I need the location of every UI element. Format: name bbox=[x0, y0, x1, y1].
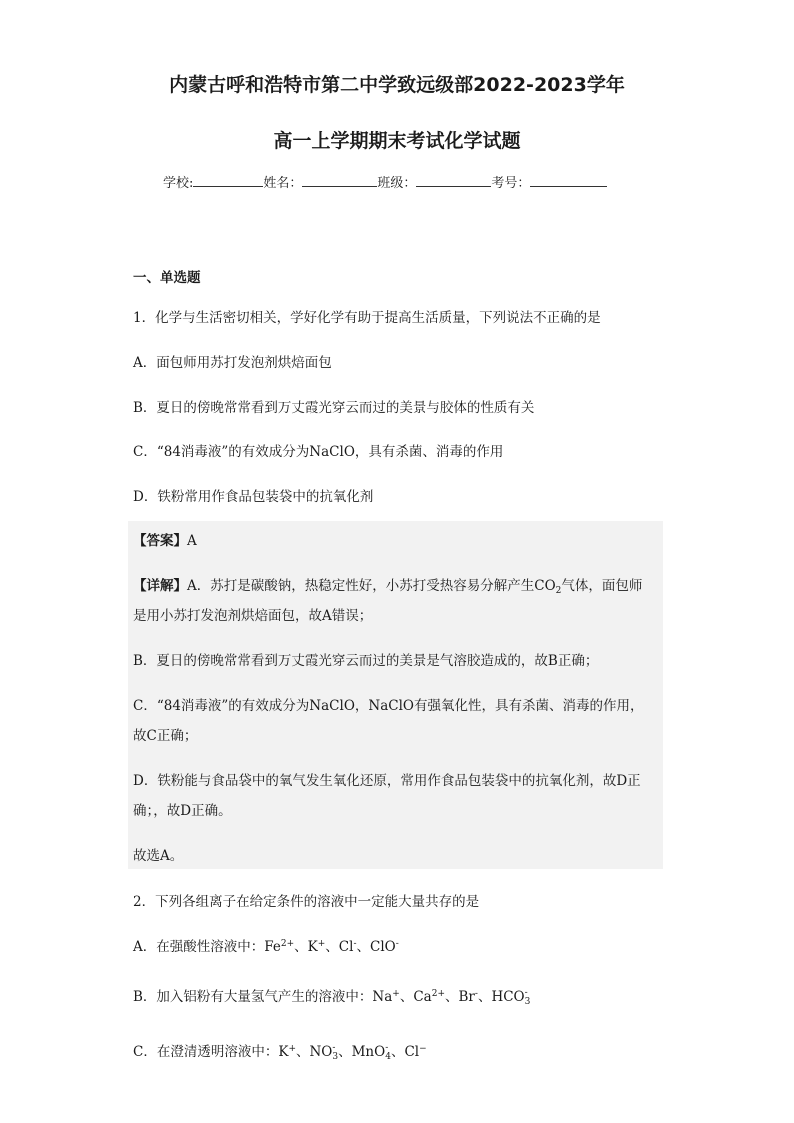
q2-stem: 2．下列各组离子在给定条件的溶液中一定能大量共存的是 bbox=[133, 894, 480, 910]
q1-detail-d-line1: D．铁粉能与食品袋中的氧气发生氧化还原，常用作食品包装袋中的抗氧化剂，故D正 bbox=[133, 773, 641, 789]
student-info-fields bbox=[163, 172, 607, 191]
ion-ca-charge: 2+ bbox=[431, 989, 446, 999]
ion-hco3-sub: 3 bbox=[524, 996, 531, 1007]
q1-conclusion: 故选A。 bbox=[133, 848, 184, 864]
q2-option-c bbox=[133, 1040, 427, 1062]
q2-option-b bbox=[133, 985, 530, 1007]
ion-cl-charge: - bbox=[353, 939, 357, 949]
q1-detail-a-line2: 是用小苏打发泡剂烘焙面包，故A错误； bbox=[133, 608, 373, 624]
ion-fe-charge: 2+ bbox=[280, 939, 295, 949]
ion-clo: ClO bbox=[370, 939, 396, 955]
ion-k-charge: + bbox=[288, 1044, 296, 1054]
sep: 、 bbox=[445, 989, 459, 1005]
q2-a-text: A．在强酸性溶液中： bbox=[133, 939, 265, 955]
q1-option-a: A．面包师用苏打发泡剂烘焙面包 bbox=[133, 355, 332, 371]
answer-value: A bbox=[187, 533, 197, 549]
school-label: 学校: bbox=[163, 176, 194, 191]
q1-detail-c-line1: C．“84消毒液”的有效成分为NaClO，NaClO有强氧化性，具有杀菌、消毒的作用， bbox=[133, 698, 644, 714]
sep: 、 bbox=[399, 989, 414, 1005]
sep: 、 bbox=[477, 989, 492, 1005]
ion-no3: NO bbox=[309, 1044, 333, 1060]
sep: 、 bbox=[356, 939, 370, 955]
ion-cl-charge: − bbox=[419, 1044, 427, 1054]
ion-cl: Cl bbox=[338, 939, 354, 955]
name-label: 姓名： bbox=[263, 176, 303, 191]
name-blank[interactable] bbox=[302, 172, 377, 187]
sep: 、 bbox=[325, 939, 339, 955]
sep: 、 bbox=[295, 1044, 310, 1060]
q1-detail-c-line2: 故C正确； bbox=[133, 728, 198, 744]
detail-a-text-end: 气体，面包师 bbox=[561, 578, 643, 594]
class-label: 班级： bbox=[377, 176, 417, 191]
q1-answer bbox=[133, 529, 197, 549]
detail-a-text: A．苏打是碳酸钠，热稳定性好，小苏打受热容易分解产生CO bbox=[187, 578, 556, 594]
sep: 、 bbox=[338, 1044, 352, 1060]
q2-c-text: C．在澄清透明溶液中： bbox=[133, 1044, 279, 1060]
ion-hco3: HCO bbox=[491, 989, 525, 1005]
ion-cl: Cl bbox=[404, 1044, 420, 1060]
q1-option-b: B．夏日的傍晚常常看到万丈霞光穿云而过的美景与胶体的性质有关 bbox=[133, 400, 535, 416]
class-blank[interactable] bbox=[416, 172, 491, 187]
ion-fe: Fe bbox=[264, 939, 281, 955]
q2-option-a bbox=[133, 935, 399, 955]
ion-mno4: MnO bbox=[351, 1044, 386, 1060]
ion-na: Na bbox=[372, 989, 393, 1005]
detail-a-subscript: 2 bbox=[555, 586, 562, 596]
ion-no3-sub: 3 bbox=[332, 1051, 339, 1062]
q1-detail-d-line2: 确；，故D正确。 bbox=[133, 803, 232, 819]
ion-br: Br bbox=[458, 989, 475, 1005]
ion-k: K bbox=[307, 939, 318, 955]
section-title: 一、单选题 bbox=[133, 270, 201, 286]
ion-na-charge: + bbox=[392, 989, 400, 999]
ion-br-charge: - bbox=[474, 989, 478, 999]
q1-detail-a-line1 bbox=[133, 574, 642, 596]
ion-mno4-sub: 4 bbox=[385, 1051, 391, 1062]
q1-detail-b: B．夏日的傍晚常常看到万丈霞光穿云而过的美景是气溶胶造成的，故B正确； bbox=[133, 653, 599, 669]
page-title-line1: 内蒙古呼和浩特市第二中学致远级部2022-2023学年 bbox=[169, 74, 625, 96]
q1-option-c: C．“84消毒液”的有效成分为NaClO，具有杀菌、消毒的作用 bbox=[133, 444, 504, 460]
q1-stem: 1．化学与生活密切相关，学好化学有助于提高生活质量，下列说法不正确的是 bbox=[133, 310, 601, 326]
ion-no3-charge: - bbox=[332, 1042, 336, 1053]
q1-option-d: D．铁粉常用作食品包装袋中的抗氧化剂 bbox=[133, 489, 374, 505]
exam-no-label: 考号： bbox=[491, 176, 531, 191]
school-blank[interactable] bbox=[193, 172, 263, 187]
ion-k-charge: + bbox=[317, 939, 326, 949]
q2-b-text: B．加入铝粉有大量氢气产生的溶液中： bbox=[133, 989, 373, 1005]
ion-ca: Ca bbox=[413, 989, 432, 1005]
page-title-line2: 高一上学期期末考试化学试题 bbox=[273, 130, 521, 152]
detail-tag: 【详解】 bbox=[133, 578, 187, 594]
sep: 、 bbox=[390, 1044, 405, 1060]
ion-clo-charge: - bbox=[395, 939, 399, 949]
exam-no-blank[interactable] bbox=[530, 172, 607, 187]
sep: 、 bbox=[294, 939, 308, 955]
ion-mno4-charge: - bbox=[385, 1042, 389, 1053]
ion-k: K bbox=[278, 1044, 289, 1060]
ion-hco3-charge: - bbox=[524, 987, 528, 998]
answer-tag: 【答案】 bbox=[133, 533, 187, 549]
